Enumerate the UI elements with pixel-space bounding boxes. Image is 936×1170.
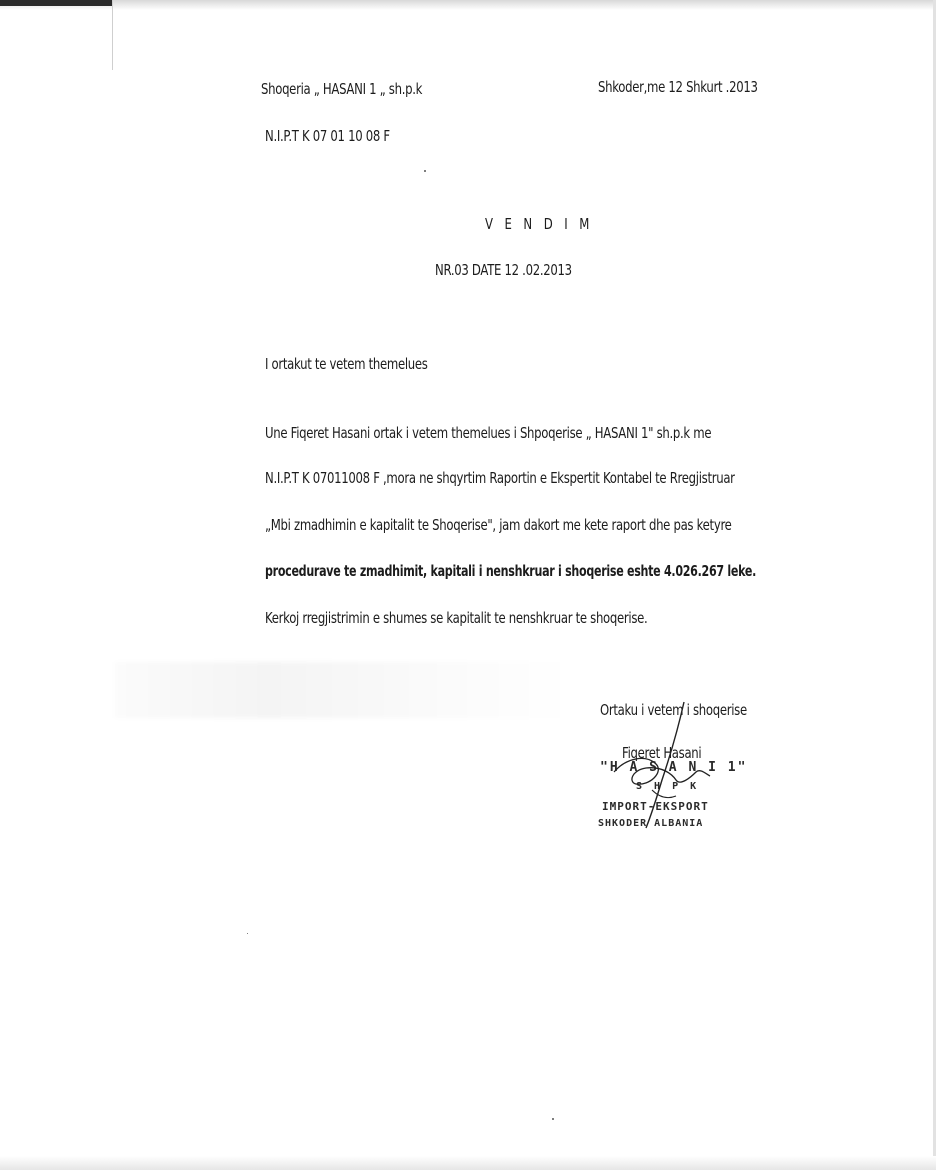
body-line-3: „Mbi zmadhimin e kapitalit te Shoqerise", jam dakort me kete raport dhe pas ketyre: [265, 516, 732, 534]
stamp-company: "H A S A N I 1": [600, 760, 748, 775]
decision-title: V E N D I M: [485, 215, 594, 233]
scan-speck: [424, 170, 426, 172]
body-line-1: Une Fiqeret Hasani ortak i vetem themelues i Shpoqerise „ HASANI 1" sh.p.k me: [265, 424, 712, 442]
scan-speck: [247, 933, 248, 934]
body-line-2: N.I.P.T K 07011008 F ,mora ne shqyrtim Raportin e Ekspertit Kontabel te Rregjistruar: [265, 469, 735, 487]
body-line-5: Kerkoj rregjistrimin e shumes se kapitalit te nenshkruar te shoqerise.: [265, 609, 648, 627]
handwritten-signature: [606, 700, 726, 830]
scan-speck: [552, 1118, 554, 1120]
company-nipt: N.I.P.T K 07 01 10 08 F: [265, 127, 390, 145]
stamp-location: SHKODER ALBANIA: [598, 818, 704, 829]
scan-left-edge: [112, 0, 113, 70]
signatory-name: Fiqeret Hasani: [622, 744, 702, 762]
stamp-form: S H P K: [636, 781, 700, 792]
signatory-role: Ortaku i vetem i shoqerise: [600, 701, 747, 719]
scan-smudge: [115, 662, 575, 718]
scan-bottom-shadow: [0, 1156, 936, 1170]
stamp-activity: IMPORT-EKSPORT: [602, 800, 709, 813]
decision-number: NR.03 DATE 12 .02.2013: [435, 261, 572, 279]
scan-top-shadow: [0, 0, 936, 10]
place-date: Shkoder,me 12 Shkurt .2013: [598, 78, 758, 96]
scan-top-dark-edge: [0, 0, 112, 6]
intro-line: I ortakut te vetem themelues: [265, 355, 428, 373]
body-line-4: procedurave te zmadhimit, kapitali i nenshkruar i shoqerise eshte 4.026.267 leke.: [265, 562, 757, 580]
company-name: Shoqeria „ HASANI 1 „ sh.p.k: [261, 80, 423, 98]
